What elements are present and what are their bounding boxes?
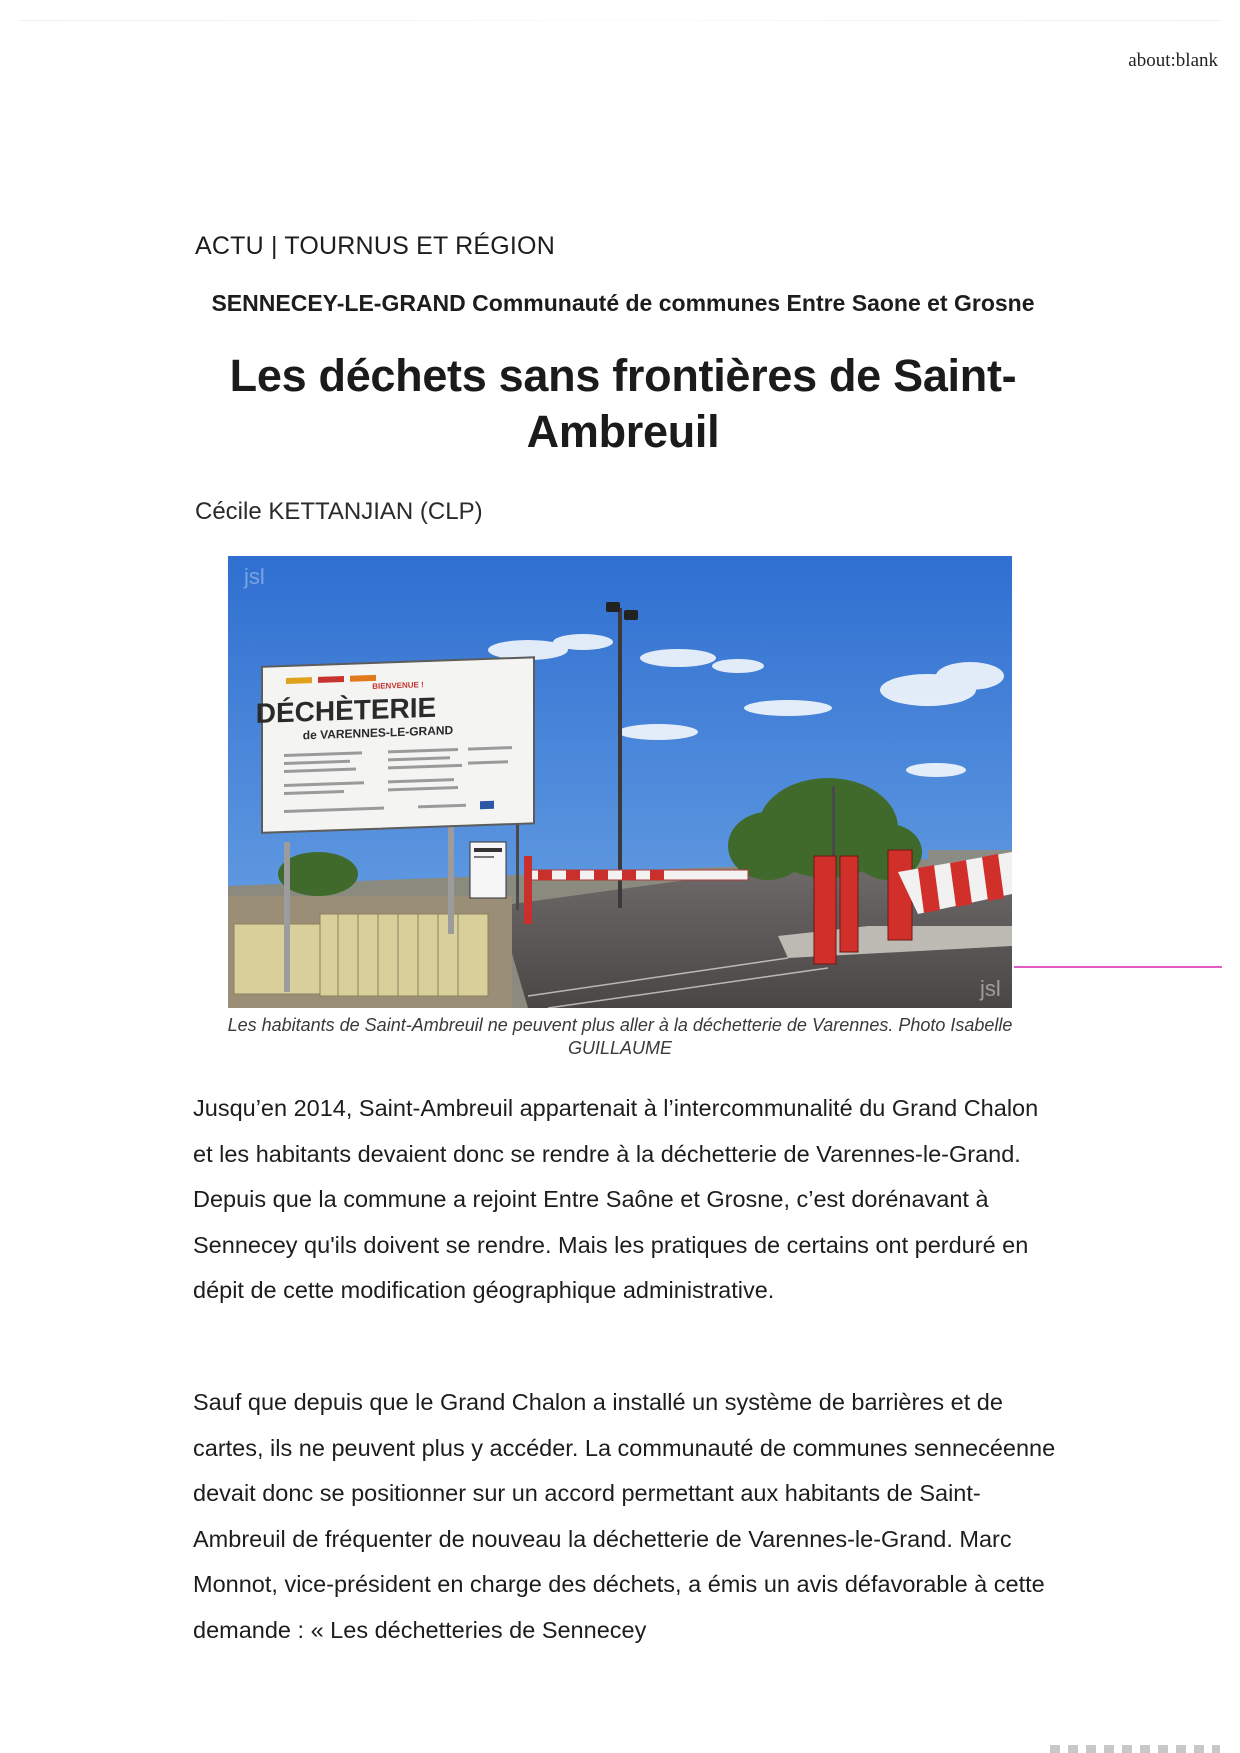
sign-welcome-text: BIENVENUE ! [372, 680, 424, 691]
photo-caption: Les habitants de Saint-Ambreuil ne peuvent plus aller à la déchetterie de Varennes. Photo Isabelle GUILLAUME [227, 1015, 1013, 1058]
page-footer-trace [1050, 1745, 1220, 1753]
photo-watermark-top: jsl [244, 564, 265, 589]
article-headline: Les déchets sans frontières de Saint-Ambreuil [229, 350, 1017, 457]
article-author: Cécile KETTANJIAN (CLP) [195, 498, 483, 525]
scan-top-edge [20, 20, 1220, 21]
section-label[interactable]: ACTU | TOURNUS ET RÉGION [195, 232, 555, 260]
article-kicker: SENNECEY-LE-GRAND Communauté de communes Entre Saone et Grosne [211, 290, 1035, 316]
article-paragraph: Sauf que depuis que le Grand Chalon a installé un système de barrières et de cartes, ils ne peuvent plus y accéder. La communauté de communes sennecéenne devait donc se positionner sur un accord permettant aux habitants de Saint-Ambreuil de fréquenter de nouveau la déchetterie de Varennes-le-Grand. Marc Monnot, vice-président en charge des déchets, a émis un avis défavorable à cette demande : « Les déchetteries de Sennecey [193, 1389, 1056, 1643]
article-paragraph: Jusqu’en 2014, Saint-Ambreuil appartenait à l’intercommunalité du Grand Chalon et les habitants devaient donc se rendre à la déchetterie de Varennes-le-Grand. Depuis que la commune a rejoint Entre Saône et Grosne, c’est dorénavant à Sennecey qu'ils doivent se rendre. Mais les pratiques de certains ont perduré en dépit de cette modification géographique administrative. [193, 1095, 1039, 1303]
sign-title-text: DÉCHÈTERIE [255, 691, 437, 730]
margin-mark [1014, 966, 1222, 968]
page-url: about:blank [1128, 50, 1218, 71]
photo-watermark-bottom: jsl [980, 976, 1001, 1001]
sign-subtitle-text: de VARENNES-LE-GRAND [302, 723, 454, 743]
article-photo [228, 556, 1012, 1008]
